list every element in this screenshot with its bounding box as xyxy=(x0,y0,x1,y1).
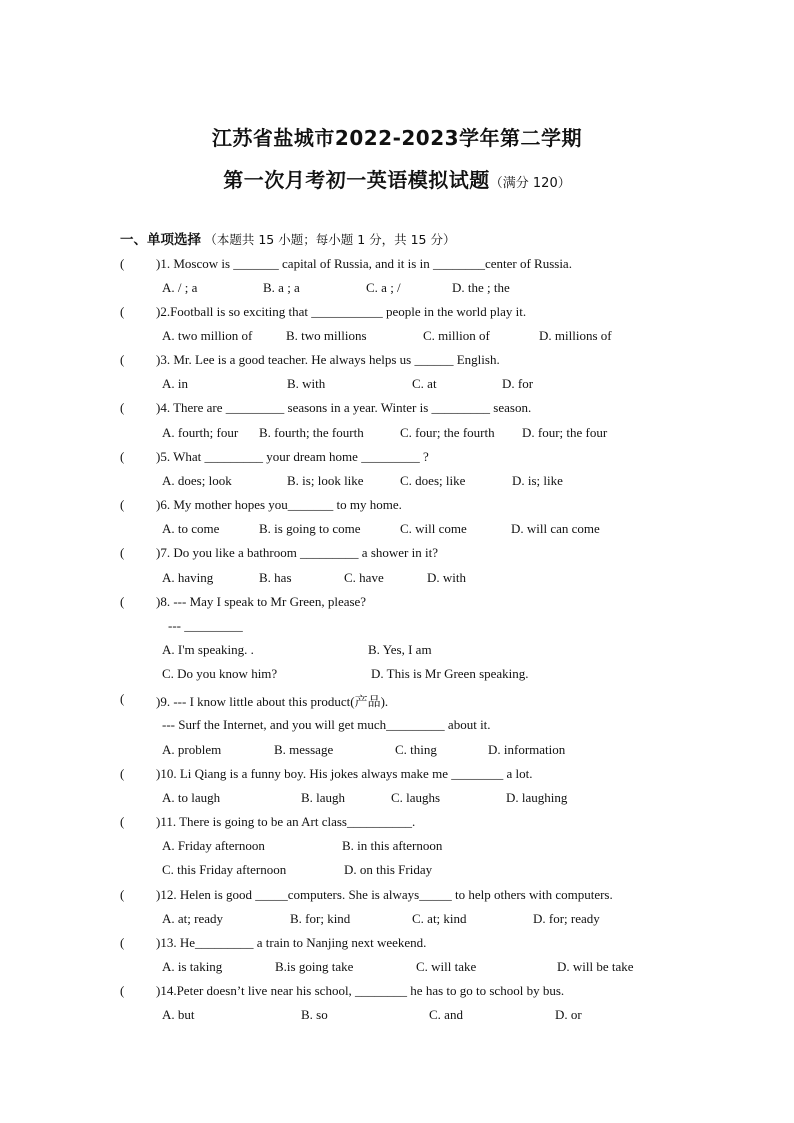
option-c: C. a ; / xyxy=(366,280,401,295)
option-a: A. does; look xyxy=(162,473,232,488)
question-11-options-row2 xyxy=(0,862,794,882)
question-11-options-row1 xyxy=(0,838,794,858)
option-b: B. Yes, I am xyxy=(368,642,432,657)
answer-paren-open: ( xyxy=(120,545,125,560)
option-c: C. this Friday afternoon xyxy=(162,862,287,877)
dialogue-reply: --- Surf the Internet, and you will get much_________ about it. xyxy=(162,717,491,732)
question-7 xyxy=(0,545,794,565)
option-a: A. in xyxy=(162,376,188,391)
dialogue-reply: --- _________ xyxy=(168,618,243,633)
question-1 xyxy=(0,256,794,276)
question-4 xyxy=(0,400,794,420)
answer-paren-open: ( xyxy=(120,983,125,998)
answer-paren-open: ( xyxy=(120,352,125,367)
answer-paren-open: ( xyxy=(120,497,125,512)
option-b: B.is going take xyxy=(275,959,354,974)
option-d: D. the ; the xyxy=(452,280,510,295)
option-a: A. I'm speaking. . xyxy=(162,642,254,657)
option-a: A. problem xyxy=(162,742,222,757)
option-b: B. laugh xyxy=(301,790,346,805)
question-stem: )14.Peter doesn’t live near his school, ________ he has to go to school by bus. xyxy=(156,983,565,998)
option-a: A. to come xyxy=(162,521,220,536)
question-10 xyxy=(0,766,794,786)
question-9 xyxy=(0,691,794,711)
question-stem: )9. --- I know little about this product(产品). xyxy=(156,694,389,709)
exam-title-line2 xyxy=(0,164,794,193)
question-5 xyxy=(0,449,794,469)
exam-title-text: 第一次月考初一英语模拟试题 xyxy=(223,168,490,192)
question-stem: )6. My mother hopes you_______ to my home. xyxy=(156,497,402,512)
question-8 xyxy=(0,594,794,614)
option-d: D. with xyxy=(427,570,466,585)
question-stem: )7. Do you like a bathroom _________ a shower in it? xyxy=(156,545,438,560)
option-c: C. million of xyxy=(423,328,490,343)
option-d: D. will be take xyxy=(557,959,634,974)
option-a: A. Friday afternoon xyxy=(162,838,265,853)
option-c: C. and xyxy=(429,1007,463,1022)
option-c: C. thing xyxy=(395,742,437,757)
option-d: D. millions of xyxy=(539,328,612,343)
answer-paren-open: ( xyxy=(120,449,125,464)
option-d: D. for; ready xyxy=(533,911,600,926)
answer-paren-open: ( xyxy=(120,935,125,950)
question-stem: )11. There is going to be an Art class__________. xyxy=(156,814,416,829)
question-12-options xyxy=(0,911,794,931)
question-9-reply xyxy=(0,717,794,737)
question-9-options xyxy=(0,742,794,762)
option-b: B. in this afternoon xyxy=(342,838,443,853)
section-heading xyxy=(120,228,455,248)
question-6-options xyxy=(0,521,794,541)
answer-paren-open: ( xyxy=(120,887,125,902)
option-d: D. This is Mr Green speaking. xyxy=(371,666,529,681)
option-b: B. has xyxy=(259,570,292,585)
option-b: B. a ; a xyxy=(263,280,300,295)
option-a: A. is taking xyxy=(162,959,223,974)
exam-title-line1: 江苏省盐城市2022-2023学年第二学期 xyxy=(211,126,583,150)
option-b: B. message xyxy=(274,742,334,757)
option-b: B. so xyxy=(301,1007,328,1022)
section-note: （本题共 15 小题；每小题 1 分，共 15 分） xyxy=(204,232,456,247)
question-14-options xyxy=(0,1007,794,1027)
question-stem: )13. He_________ a train to Nanjing next weekend. xyxy=(156,935,427,950)
answer-paren-open: ( xyxy=(120,691,125,706)
option-d: D. laughing xyxy=(506,790,568,805)
question-stem: )4. There are _________ seasons in a year. Winter is _________ season. xyxy=(156,400,532,415)
option-d: D. for xyxy=(502,376,534,391)
answer-paren-open: ( xyxy=(120,400,125,415)
answer-paren-open: ( xyxy=(120,766,125,781)
question-12 xyxy=(0,887,794,907)
option-c: C. at; kind xyxy=(412,911,467,926)
option-a: A. to laugh xyxy=(162,790,221,805)
question-8-options-row2 xyxy=(0,666,794,686)
question-5-options xyxy=(0,473,794,493)
question-8-options-row1 xyxy=(0,642,794,662)
question-1-options xyxy=(0,280,794,300)
option-a: A. fourth; four xyxy=(162,425,239,440)
section-title: 一、单项选择 xyxy=(120,232,201,248)
question-7-options xyxy=(0,570,794,590)
question-stem: )5. What _________ your dream home _________ ? xyxy=(156,449,429,464)
option-d: D. or xyxy=(555,1007,582,1022)
answer-paren-open: ( xyxy=(120,304,125,319)
option-a: A. at; ready xyxy=(162,911,224,926)
question-stem: )12. Helen is good _____computers. She is always_____ to help others with computers. xyxy=(156,887,613,902)
option-c: C. have xyxy=(344,570,384,585)
option-c: C. four; the fourth xyxy=(400,425,495,440)
option-c: C. will come xyxy=(400,521,467,536)
option-d: D. on this Friday xyxy=(344,862,433,877)
option-d: D. four; the four xyxy=(522,425,608,440)
question-13 xyxy=(0,935,794,955)
option-b: B. fourth; the fourth xyxy=(259,425,364,440)
question-stem: )2.Football is so exciting that ___________ people in the world play it. xyxy=(156,304,527,319)
option-b: B. two millions xyxy=(286,328,367,343)
option-b: B. with xyxy=(287,376,326,391)
question-stem: )8. --- May I speak to Mr Green, please? xyxy=(156,594,367,609)
option-a: A. having xyxy=(162,570,214,585)
question-3 xyxy=(0,352,794,372)
question-stem: )3. Mr. Lee is a good teacher. He always helps us ______ English. xyxy=(156,352,500,367)
option-c: C. laughs xyxy=(391,790,441,805)
question-11 xyxy=(0,814,794,834)
option-b: B. is going to come xyxy=(259,521,361,536)
option-c: C. at xyxy=(412,376,437,391)
option-d: D. will can come xyxy=(511,521,600,536)
option-b: B. is; look like xyxy=(287,473,364,488)
option-d: D. information xyxy=(488,742,566,757)
option-d: D. is; like xyxy=(512,473,563,488)
option-a: A. but xyxy=(162,1007,195,1022)
question-13-options xyxy=(0,959,794,979)
question-2-options xyxy=(0,328,794,348)
option-c: C. Do you know him? xyxy=(162,666,278,681)
full-score: （满分 120） xyxy=(489,176,571,191)
option-a: A. / ; a xyxy=(162,280,198,295)
answer-paren-open: ( xyxy=(120,814,125,829)
question-stem: )1. Moscow is _______ capital of Russia, and it is in ________center of Russia. xyxy=(156,256,572,271)
question-4-options xyxy=(0,425,794,445)
question-10-options xyxy=(0,790,794,810)
question-8-reply xyxy=(0,618,794,638)
question-3-options xyxy=(0,376,794,396)
question-stem: )10. Li Qiang is a funny boy. His jokes always make me ________ a lot. xyxy=(156,766,533,781)
option-c: C. does; like xyxy=(400,473,466,488)
question-2 xyxy=(0,304,794,324)
answer-paren-open: ( xyxy=(120,594,125,609)
answer-paren-open: ( xyxy=(120,256,125,271)
option-a: A. two million of xyxy=(162,328,253,343)
question-6 xyxy=(0,497,794,517)
option-c: C. will take xyxy=(416,959,477,974)
option-b: B. for; kind xyxy=(290,911,351,926)
question-14 xyxy=(0,983,794,1003)
